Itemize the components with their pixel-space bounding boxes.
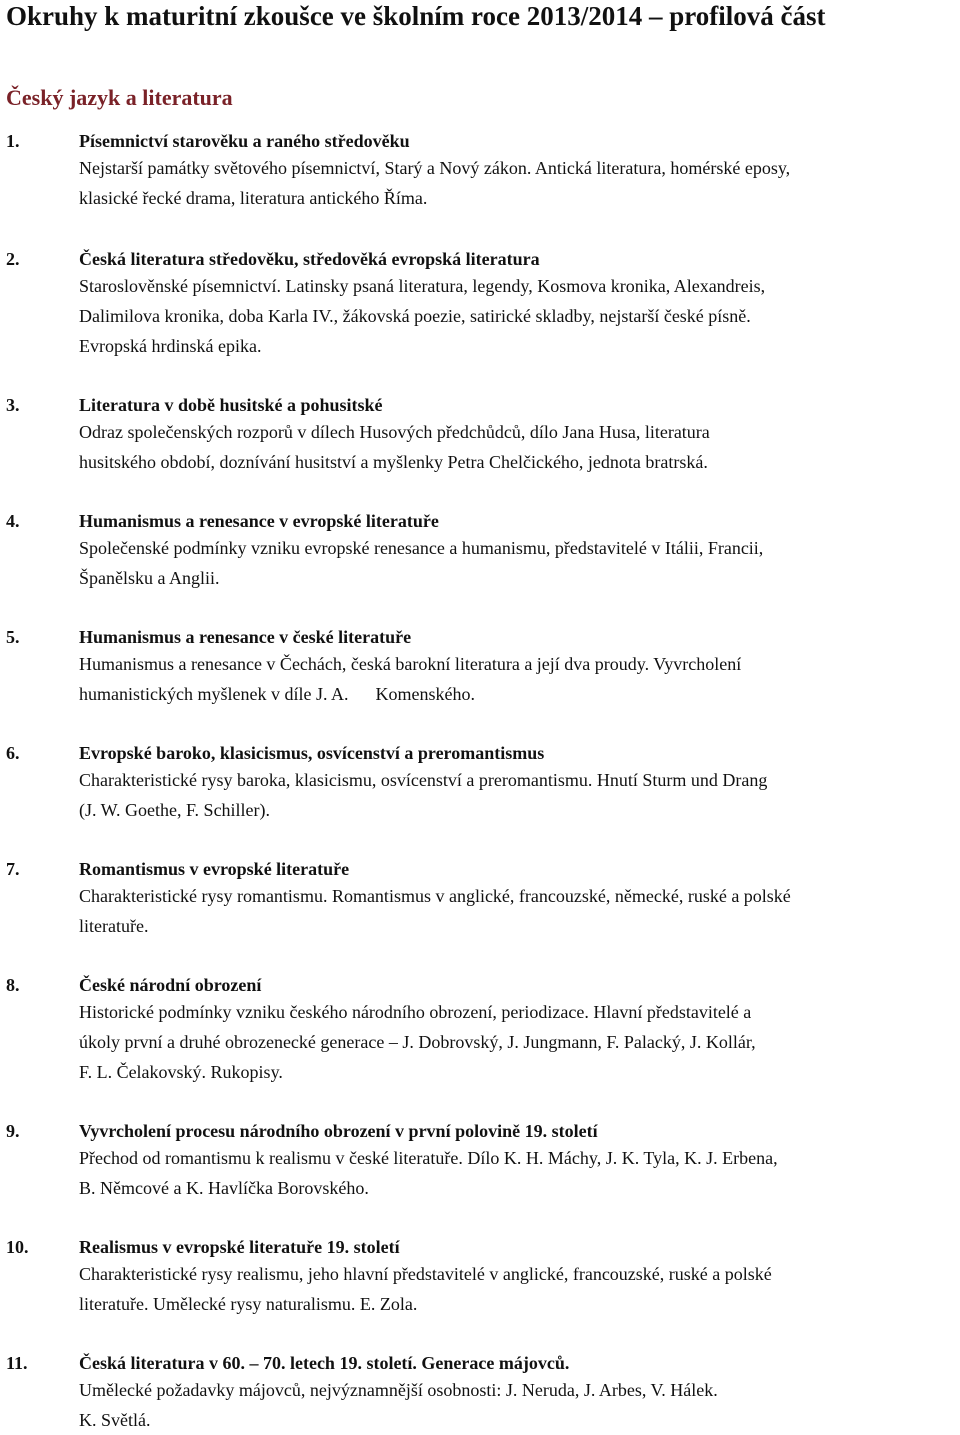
description-line: Přechod od romantismu k realismu v české literatuře. Dílo K. H. Máchy, J. K. Tyla, K. J. Erbena, (79, 1148, 778, 1168)
topic-number: 7. (6, 859, 20, 879)
topic-number: 9. (6, 1121, 20, 1141)
topic-description (79, 881, 959, 941)
description-line: Humanismus a renesance v Čechách, česká barokní literatura a její dva proudy. Vyvrcholení (79, 654, 742, 674)
description-line: Španělsku a Anglii. (79, 568, 220, 588)
topic-title: České národní obrození (79, 975, 262, 995)
topic-title: Česká literatura v 60. – 70. letech 19. století. Generace májovců. (79, 1353, 570, 1373)
topic-description (79, 1375, 959, 1435)
description-line: Nejstarší památky světového písemnictví, Starý a Nový zákon. Antická literatura, homérské eposy, (79, 158, 791, 178)
topic-description (79, 271, 959, 361)
topic-description (79, 765, 959, 825)
topic-description (79, 649, 959, 709)
description-line: B. Němcové a K. Havlíčka Borovského. (79, 1178, 369, 1198)
description-line: klasické řecké drama, literatura antického Říma. (79, 188, 428, 208)
topic-number: 1. (6, 131, 20, 151)
topic-description (79, 417, 959, 477)
description-line: husitského období, doznívání husitství a myšlenky Petra Chelčického, jednota bratrská. (79, 452, 708, 472)
description-line: Společenské podmínky vzniku evropské renesance a humanismu, představitelé v Itálii, Francii, (79, 538, 764, 558)
topic-title: Písemnictví starověku a raného středověku (79, 131, 410, 151)
topic-description (79, 1259, 959, 1319)
description-line: Odraz společenských rozporů v dílech Husových předchůdců, dílo Jana Husa, literatura (79, 422, 710, 442)
topic-number: 10. (6, 1237, 29, 1257)
topic-description (79, 1143, 959, 1203)
topic-title: Vyvrcholení procesu národního obrození v první polovině 19. století (79, 1121, 598, 1141)
description-line: Charakteristické rysy realismu, jeho hlavní představitelé v anglické, francouzské, ruské a polské (79, 1264, 772, 1284)
topic-number: 2. (6, 249, 20, 269)
topic-description (79, 533, 959, 593)
topic-number: 11. (6, 1353, 28, 1373)
description-line: (J. W. Goethe, F. Schiller). (79, 800, 271, 820)
description-line: Charakteristické rysy romantismu. Romantismus v anglické, francouzské, německé, ruské a polské (79, 886, 791, 906)
description-line: Staroslověnské písemnictví. Latinsky psaná literatura, legendy, Kosmova kronika, Alexandreis, (79, 276, 766, 296)
topic-number: 4. (6, 511, 20, 531)
topic-title: Evropské baroko, klasicismus, osvícenství a preromantismus (79, 743, 545, 763)
description-line: literatuře. (79, 916, 149, 936)
topic-title: Realismus v evropské literatuře 19. století (79, 1237, 400, 1257)
topic-number: 8. (6, 975, 20, 995)
topic-description (79, 997, 959, 1087)
topic-title: Humanismus a renesance v evropské literatuře (79, 511, 439, 531)
description-line: K. Světlá. (79, 1410, 151, 1430)
description-line: úkoly první a druhé obrozenecké generace – J. Dobrovský, J. Jungmann, F. Palacký, J. Kollár, (79, 1032, 756, 1052)
topic-title: Humanismus a renesance v české literatuře (79, 627, 412, 647)
description-line: Historické podmínky vzniku českého národního obrození, periodizace. Hlavní představitelé a (79, 1002, 752, 1022)
topic-number: 5. (6, 627, 20, 647)
description-line: literatuře. Umělecké rysy naturalismu. E. Zola. (79, 1294, 418, 1314)
description-line: Charakteristické rysy baroka, klasicismu, osvícenství a preromantismu. Hnutí Sturm und Drang (79, 770, 768, 790)
description-line: Dalimilova kronika, doba Karla IV., žákovská poezie, satirické skladby, nejstarší české písně. (79, 306, 751, 326)
page-title: Okruhy k maturitní zkoušce ve školním roce 2013/2014 – profilová část (6, 1, 826, 31)
description-line: Umělecké požadavky májovců, nejvýznamnější osobnosti: J. Neruda, J. Arbes, V. Hálek. (79, 1380, 718, 1400)
topic-description (79, 153, 959, 213)
description-line: humanistických myšlenek v díle J. A. Komenského. (79, 684, 475, 704)
topic-title: Literatura v době husitské a pohusitské (79, 395, 383, 415)
topic-number: 3. (6, 395, 20, 415)
description-line: F. L. Čelakovský. Rukopisy. (79, 1062, 283, 1082)
topic-title: Česká literatura středověku, středověká evropská literatura (79, 249, 540, 269)
section-heading: Český jazyk a literatura (6, 85, 233, 110)
topic-title: Romantismus v evropské literatuře (79, 859, 350, 879)
topic-number: 6. (6, 743, 20, 763)
description-line: Evropská hrdinská epika. (79, 336, 262, 356)
